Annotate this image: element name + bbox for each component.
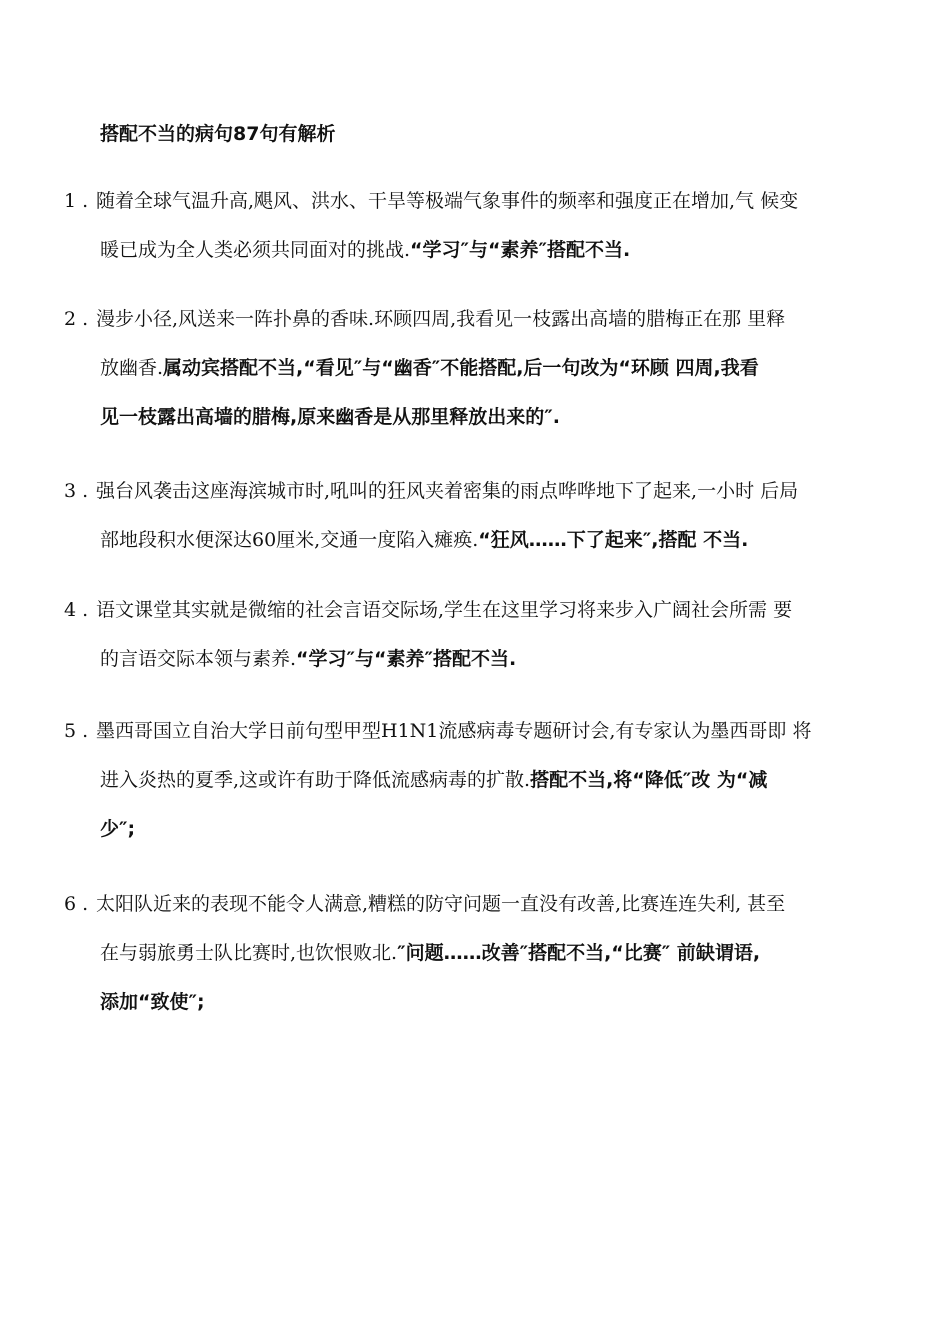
list-item xyxy=(64,891,864,1038)
item-line xyxy=(64,237,864,286)
document-title: 搭配不当的病句87句有解析 xyxy=(100,123,336,145)
item-number: 3 . xyxy=(64,480,89,502)
item-line xyxy=(64,188,864,237)
sentence-text: 语文课堂其实就是微缩的社会言语交际场,学生在这里学习将来步入广阔社会所需 要 xyxy=(96,599,793,621)
sentence-text: 墨西哥国立自治大学日前句型甲型H1N1流感病毒专题研讨会,有专家认为墨西哥即 将 xyxy=(96,720,812,742)
item-number: 4 . xyxy=(64,599,89,621)
item-line xyxy=(64,404,864,453)
item-line xyxy=(64,527,864,576)
item-number: 2 . xyxy=(64,308,89,330)
item-line xyxy=(64,478,864,527)
item-number: 5 . xyxy=(64,720,89,742)
list-item xyxy=(64,478,864,576)
analysis-text: 见一枝露出高墙的腊梅,原来幽香是从那里释放出来的″. xyxy=(100,406,560,428)
list-item xyxy=(64,188,864,286)
analysis-text: “学习″与“素养″搭配不当. xyxy=(296,648,517,670)
item-line xyxy=(64,816,864,865)
item-line xyxy=(64,646,864,695)
analysis-text: 搭配不当,将“降低″改 为“减 xyxy=(530,769,768,791)
list-item xyxy=(64,306,864,453)
sentence-text: 放幽香. xyxy=(100,357,164,379)
sentence-text: 强台风袭击这座海滨城市时,吼叫的狂风夹着密集的雨点哗哗地下了起来,一小时 后局 xyxy=(96,480,799,502)
analysis-text: 属动宾搭配不当,“看见″与“幽香″不能搭配,后一句改为“环顾 四周,我看 xyxy=(163,357,759,379)
item-line xyxy=(64,767,864,816)
sentence-text: 太阳队近来的表现不能令人满意,糟糕的防守问题一直没有改善,比赛连连失利, 甚至 xyxy=(96,893,786,915)
analysis-text: “学习″与“素养″搭配不当. xyxy=(410,239,631,261)
item-line xyxy=(64,989,864,1038)
analysis-text: ″问题……改善″搭配不当,“比赛″ 前缺谓语, xyxy=(397,942,761,964)
item-line xyxy=(64,891,864,940)
item-line xyxy=(64,597,864,646)
sentence-text: 暖已成为全人类必须共同面对的挑战. xyxy=(100,239,411,261)
list-item xyxy=(64,718,864,865)
sentence-text: 部地段积水便深达60厘米,交通一度陷入瘫痪. xyxy=(100,529,479,551)
sentence-text: 的言语交际本领与素养. xyxy=(100,648,297,670)
sentence-text: 随着全球气温升高,飓风、洪水、干旱等极端气象事件的频率和强度正在增加,气 候变 xyxy=(96,190,799,212)
analysis-text: 添加“致使″; xyxy=(100,991,205,1013)
item-line xyxy=(64,718,864,767)
item-line xyxy=(64,940,864,989)
sentence-text: 漫步小径,风送来一阵扑鼻的香味.环顾四周,我看见一枝露出高墙的腊梅正在那 里释 xyxy=(96,308,786,330)
item-line xyxy=(64,355,864,404)
sentence-text: 进入炎热的夏季,这或许有助于降低流感病毒的扩散. xyxy=(100,769,531,791)
item-number: 1 . xyxy=(64,190,89,212)
analysis-text: “狂风……下了起来″,搭配 不当. xyxy=(478,529,749,551)
item-number: 6 . xyxy=(64,893,89,915)
analysis-text: 少″; xyxy=(100,818,136,840)
list-item xyxy=(64,597,864,695)
sentence-text: 在与弱旅勇士队比赛时,也饮恨败北. xyxy=(100,942,398,964)
item-line xyxy=(64,306,864,355)
